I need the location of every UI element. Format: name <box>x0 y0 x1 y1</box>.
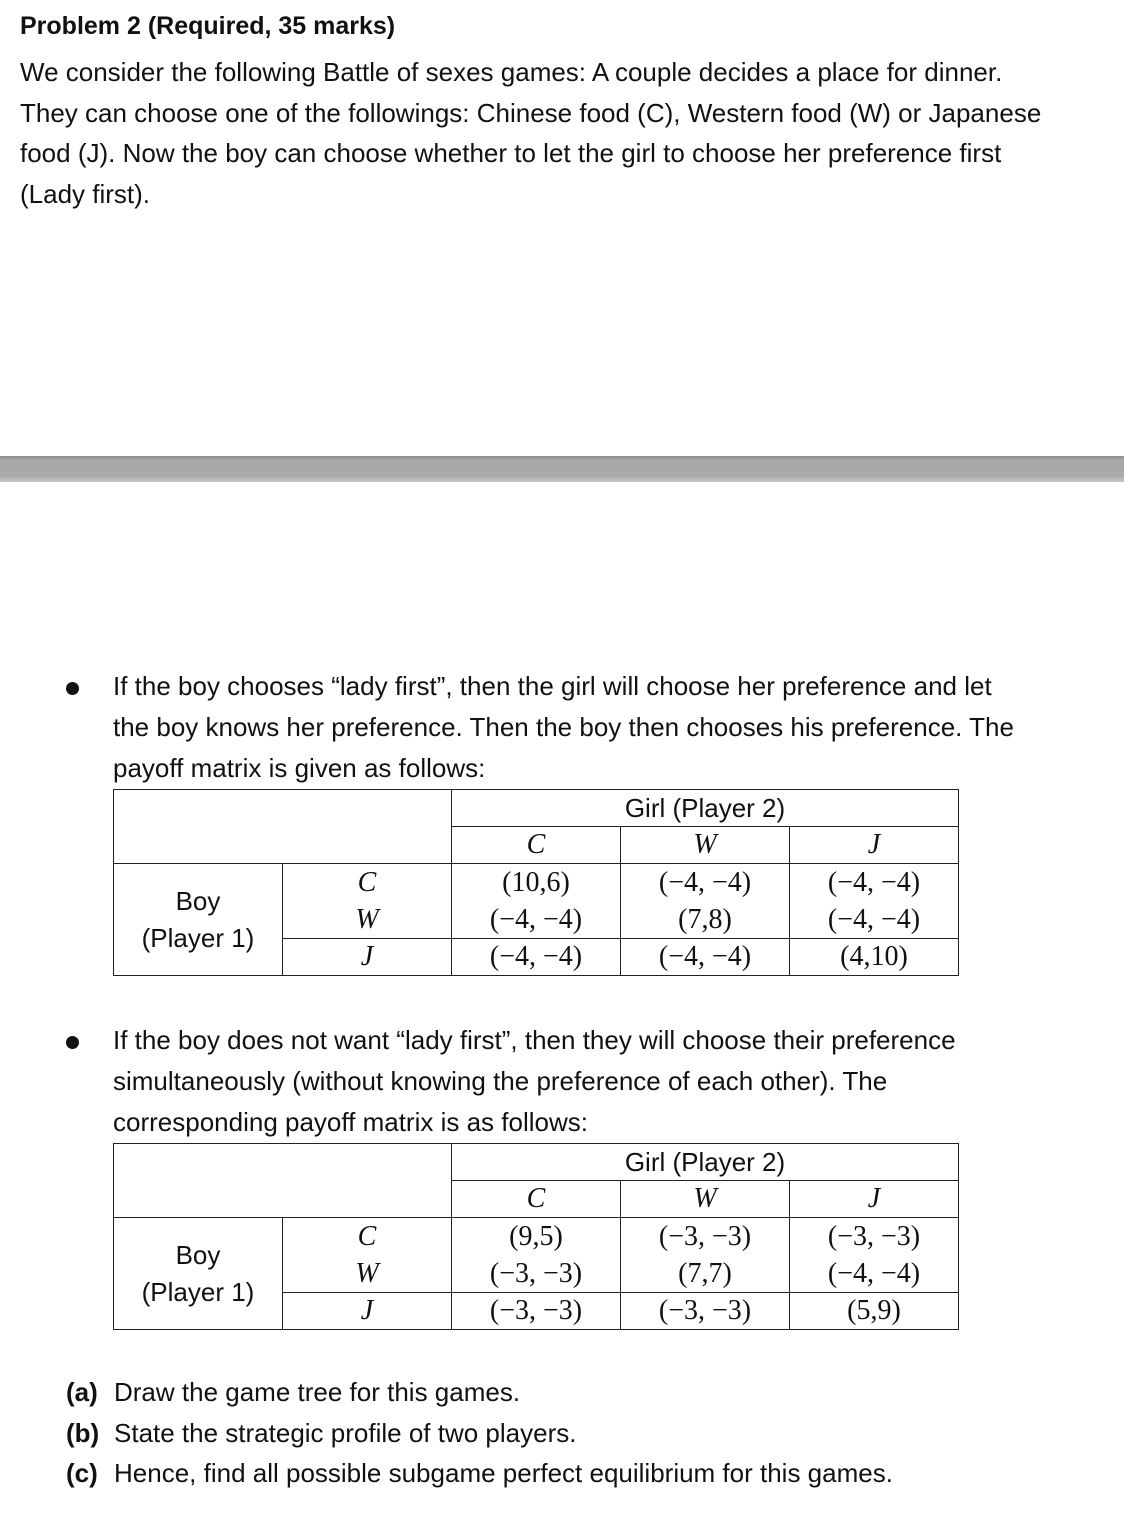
bullet-line: If the boy does not want “lady first”, then they will choose their preference <box>113 1025 956 1055</box>
column-strategy-w: W <box>621 827 790 864</box>
payoff-cell: (−3, −3) <box>452 1293 621 1330</box>
question-letter: (b) <box>66 1417 100 1448</box>
column-strategy-j: J <box>790 827 959 864</box>
bullet-line: the boy knows her preference. Then the boy then chooses his preference. The <box>113 712 1014 742</box>
payoff-matrix-lady-first <box>113 789 959 976</box>
payoff-cell: (−4, −4) <box>452 939 621 976</box>
payoff-cell: (−4, −4) <box>827 1258 921 1289</box>
payoff-column-w-top <box>621 864 790 939</box>
payoff-cell: (−3, −3) <box>621 1293 790 1330</box>
payoff-column-j-top <box>790 1218 959 1293</box>
row-strategy-w: W <box>355 904 379 935</box>
page-divider-bar <box>0 456 1124 482</box>
intro-line: We consider the following Battle of sexes games: A couple decides a place for dinner. <box>20 57 1003 87</box>
bullet-line: payoff matrix is given as follows: <box>113 753 486 783</box>
bullet-line: If the boy chooses “lady first”, then the girl will choose her preference and let <box>113 671 992 701</box>
row-strategy-j: J <box>283 939 452 976</box>
payoff-column-c-top <box>452 864 621 939</box>
payoff-cell: (4,10) <box>790 939 959 976</box>
question-item <box>66 1372 893 1413</box>
payoff-cell: (−4, −4) <box>827 867 921 898</box>
row-player-name: Boy <box>175 1239 221 1270</box>
row-strategy-c: C <box>357 867 377 898</box>
row-strategy-w: W <box>355 1258 379 1289</box>
question-text: Draw the game tree for this games. <box>114 1377 521 1407</box>
payoff-cell: (7,7) <box>678 1258 732 1289</box>
bullet-line: corresponding payoff matrix is as follows: <box>113 1107 588 1137</box>
question-letter: (a) <box>66 1377 98 1407</box>
column-player-label: Girl (Player 2) <box>452 1144 959 1181</box>
intro-line: food (J). Now the boy can choose whether to let the girl to choose her preference first <box>20 138 1002 168</box>
column-strategy-c: C <box>452 1181 621 1218</box>
bullet-2-text <box>113 1020 1103 1143</box>
matrix-corner-cell <box>114 1144 452 1218</box>
row-strategy-j: J <box>283 1293 452 1330</box>
problem-intro <box>20 52 1120 214</box>
bullet-1-text <box>113 666 1103 789</box>
payoff-cell: (−4, −4) <box>658 867 752 898</box>
payoff-matrix-simultaneous <box>113 1143 959 1330</box>
payoff-column-w-top <box>621 1218 790 1293</box>
row-strategy-c: C <box>357 1221 377 1252</box>
row-player-name: Boy <box>175 885 221 916</box>
question-item <box>66 1413 893 1454</box>
matrix-corner-cell <box>114 790 452 864</box>
payoff-column-j-top <box>790 864 959 939</box>
question-letter: (c) <box>66 1458 98 1488</box>
payoff-cell: (7,8) <box>678 904 732 935</box>
row-strategies-cw <box>283 1218 452 1293</box>
payoff-cell: (10,6) <box>502 867 570 898</box>
problem-title: Problem 2 (Required, 35 marks) <box>20 12 396 40</box>
intro-line: (Lady first). <box>20 178 151 209</box>
column-player-label: Girl (Player 2) <box>452 790 959 827</box>
payoff-cell: (−3, −3) <box>827 1221 921 1252</box>
bullet-point-icon <box>66 1036 79 1049</box>
payoff-cell: (−4, −4) <box>827 904 921 935</box>
question-text: Hence, find all possible subgame perfect equilibrium for this games. <box>114 1458 893 1488</box>
payoff-cell: (9,5) <box>509 1221 563 1252</box>
column-strategy-w: W <box>621 1181 790 1218</box>
bullet-line: simultaneously (without knowing the preference of each other). The <box>113 1066 888 1096</box>
row-strategies-cw <box>283 864 452 939</box>
question-text: State the strategic profile of two players. <box>114 1417 577 1448</box>
question-list <box>66 1372 893 1494</box>
row-player-role: (Player 1) <box>141 922 255 953</box>
payoff-cell: (5,9) <box>790 1293 959 1330</box>
payoff-cell: (−4, −4) <box>621 939 790 976</box>
column-strategy-j: J <box>790 1181 959 1218</box>
row-player-role: (Player 1) <box>141 1276 255 1307</box>
intro-line: They can choose one of the followings: Chinese food (C), Western food (W) or Japanese <box>20 97 1042 128</box>
row-player-label <box>114 1218 283 1330</box>
payoff-column-c-top <box>452 1218 621 1293</box>
row-player-label <box>114 864 283 976</box>
question-item <box>66 1453 893 1494</box>
payoff-cell: (−3, −3) <box>489 1258 583 1289</box>
bullet-point-icon <box>66 682 79 695</box>
payoff-cell: (−3, −3) <box>658 1221 752 1252</box>
payoff-cell: (−4, −4) <box>489 904 583 935</box>
column-strategy-c: C <box>452 827 621 864</box>
